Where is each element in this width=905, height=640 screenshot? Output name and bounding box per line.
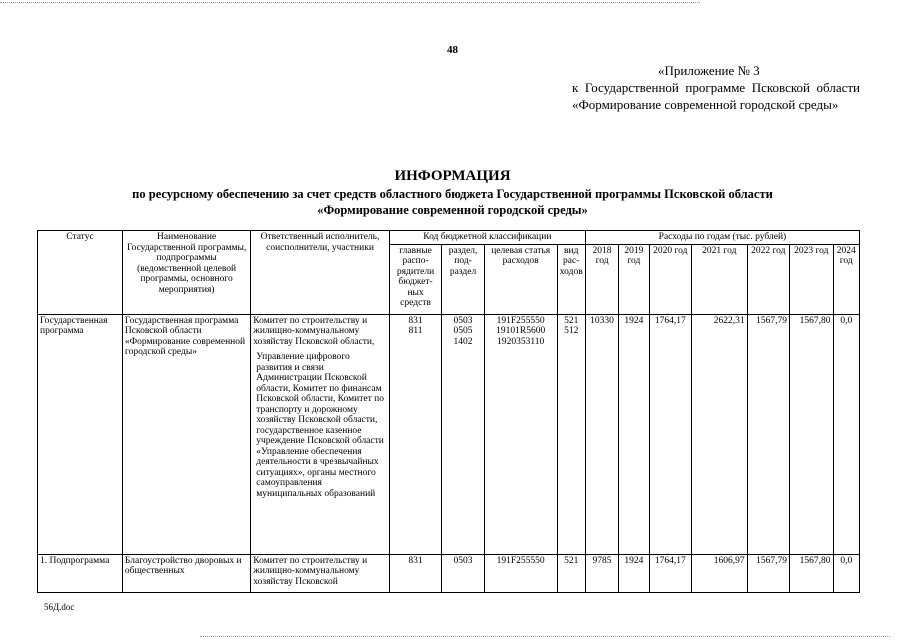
code-type-value: 512	[564, 326, 579, 336]
row-code-main: 831	[389, 554, 442, 592]
code-article-value: 191F255550	[496, 315, 545, 326]
code-article-value: 19101R5600	[496, 326, 546, 336]
row-code-section	[442, 314, 484, 554]
value-2024: 0,0	[833, 554, 859, 592]
header-year-2022: 2022 год	[747, 244, 789, 314]
code-main-value: 831	[408, 315, 423, 326]
value-2022: 1567,79	[747, 554, 789, 592]
executor-more: Управление цифрового развития и связи Администрации Псковской области, Комитет по финансам Псковской области, Комитет по транспорту и дорожному хозяйству Псковской области, государственное казенное учреждение Псковской области «Управление обеспечения деятельности в чрезвычайных ситуациях», органы местного самоуправления муниципальных образований	[256, 352, 384, 499]
row-name: Государственная программа Псковской области «Формирование современной городской среды»	[122, 314, 250, 554]
appendix-line-2: к Государственной программе Псковской области «Формирование современной городской среды»	[572, 80, 860, 112]
header-status: Статус	[38, 231, 123, 315]
row-code-type: 521	[557, 554, 585, 592]
row-name: Благоустройство дворовых и общественных	[122, 554, 250, 592]
code-main-value: 811	[408, 326, 423, 336]
header-executor: Ответственный исполнитель, соисполнители, участники	[251, 231, 389, 315]
value-2018: 9785	[585, 554, 618, 592]
code-section-value: 0505	[453, 326, 473, 336]
header-code-type: вид рас-ходов	[557, 244, 585, 314]
row-status: 1. Подпрограмма	[38, 554, 123, 592]
value-2020: 1764,17	[649, 314, 691, 554]
header-year-2023: 2023 год	[790, 244, 833, 314]
header-year-2020: 2020 год	[649, 244, 691, 314]
value-2023: 1567,80	[790, 314, 833, 554]
code-article-value: 1920353110	[497, 336, 545, 347]
subtitle-line-1: по ресурсному обеспечению за счет средств областного бюджета Государственной программы Псковской области	[132, 187, 773, 201]
header-name: Наименование Государственной программы, подпрограммы (ведомственной целевой программы, основного мероприятия)	[122, 231, 250, 315]
code-section-value: 1402	[453, 336, 473, 347]
table-row	[38, 314, 860, 554]
row-code-article	[484, 314, 557, 554]
header-year-2018: 2018 год	[585, 244, 618, 314]
code-section-value: 0503	[453, 315, 473, 326]
header-budget-code: Код бюджетной классификации	[389, 231, 585, 245]
row-code-section: 0503	[442, 554, 484, 592]
value-2022: 1567,79	[747, 314, 789, 554]
value-2018: 10330	[585, 314, 618, 554]
row-code-article: 191F255550	[484, 554, 557, 592]
row-executor: Комитет по строительству и жилищно-коммунальному хозяйству Псковской	[251, 554, 389, 592]
scan-artifact-top	[0, 2, 700, 4]
row-code-type	[557, 314, 585, 554]
header-code-main: главные распо-рядители бюджет-ных средств	[389, 244, 442, 314]
header-year-2019: 2019 год	[619, 244, 649, 314]
value-2020: 1764,17	[649, 554, 691, 592]
appendix-note	[572, 62, 860, 113]
header-code-section: раздел, под-раздел	[442, 244, 484, 314]
header-year-2021: 2021 год	[692, 244, 748, 314]
value-2021: 1606,97	[692, 554, 748, 592]
value-2023: 1567,80	[790, 554, 833, 592]
page-number: 48	[447, 44, 458, 56]
header-year-2024: 2024 год	[833, 244, 859, 314]
row-code-main	[389, 314, 442, 554]
value-2019: 1924	[619, 554, 649, 592]
appendix-line-1: «Приложение № 3	[658, 63, 760, 78]
executor-main: Комитет по строительству и жилищно-коммунальному хозяйству Псковской области,	[253, 315, 375, 347]
scan-artifact-bottom	[200, 636, 890, 638]
value-2024: 0,0	[833, 314, 859, 554]
table-row	[38, 554, 860, 592]
header-expenses: Расходы по годам (тыс. рублей)	[585, 231, 859, 245]
row-status: Государственная программа	[38, 314, 123, 554]
row-executor	[251, 314, 389, 554]
subtitle-line-2: «Формирование современной городской среды»	[317, 203, 588, 217]
value-2019: 1924	[619, 314, 649, 554]
footer-doc-name: 56Д.doc	[44, 602, 75, 612]
code-type-value: 521	[564, 315, 579, 326]
header-code-article: целевая статья расходов	[484, 244, 557, 314]
document-subtitle	[30, 186, 875, 218]
document-title: ИНФОРМАЦИЯ	[394, 168, 511, 184]
resource-table	[37, 230, 860, 593]
value-2021: 2622,31	[692, 314, 748, 554]
